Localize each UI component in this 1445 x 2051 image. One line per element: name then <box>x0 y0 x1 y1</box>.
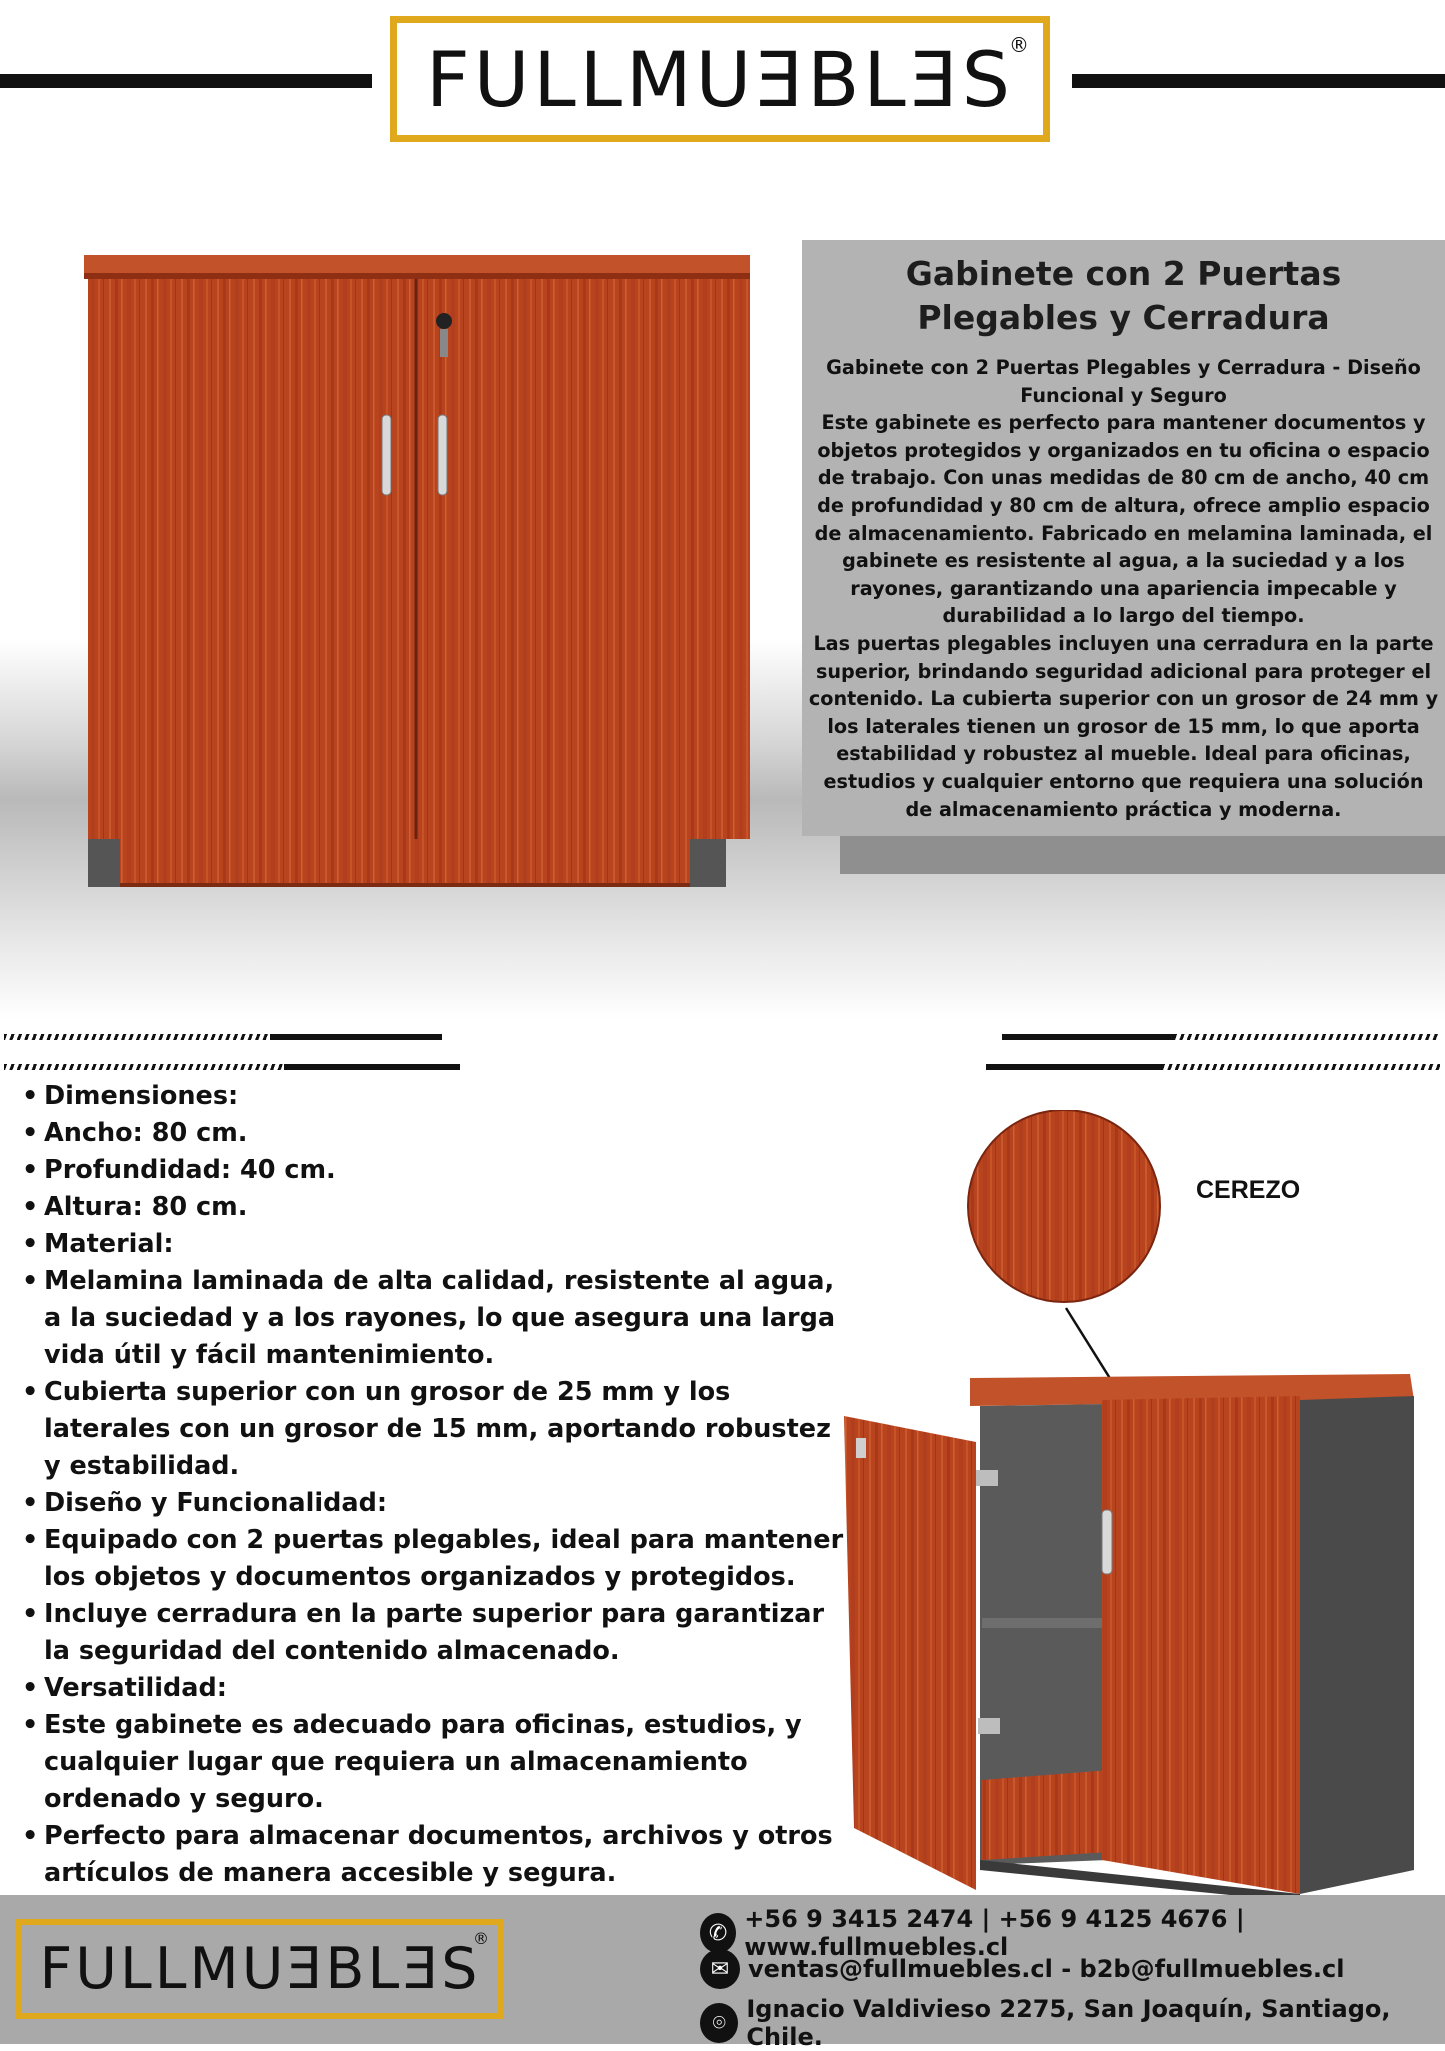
product-photo-open-cabinet <box>830 1300 1420 1900</box>
feature-item: • Diseño y Funcionalidad: <box>20 1485 850 1522</box>
location-pin-icon: ⌾ <box>700 2003 738 2043</box>
contact-address-row <box>700 1995 1445 2051</box>
registered-mark: ® <box>1009 33 1029 57</box>
mail-icon: ✉ <box>700 1949 740 1989</box>
divider-dashes-left-lower <box>4 1064 284 1070</box>
description-subtitle: Gabinete con 2 Puertas Plegables y Cerradura - Diseño Funcional y Seguro <box>826 356 1421 407</box>
divider-bar-right <box>1002 1034 1174 1040</box>
header-line-right <box>1072 74 1445 88</box>
contact-address: Ignacio Valdivieso 2275, San Joaquín, Santiago, Chile. <box>746 1995 1391 2051</box>
color-swatch-cerezo <box>962 1110 1172 1310</box>
footer-logo <box>16 1919 504 2019</box>
feature-item: • Este gabinete es adecuado para oficinas, estudios, y cualquier lugar que requiera un almacenamiento ordenado y seguro. <box>20 1707 850 1818</box>
divider-bar-right-lower <box>986 1064 1162 1070</box>
divider-bar-left-lower <box>284 1064 460 1070</box>
contact-email-row <box>700 1949 1344 1989</box>
feature-item: • Equipado con 2 puertas plegables, ideal para mantener los objetos y documentos organizados y protegidos. <box>20 1522 850 1596</box>
feature-item: • Versatilidad: <box>20 1670 850 1707</box>
divider-bar-left <box>270 1034 442 1040</box>
feature-item: • Cubierta superior con un grosor de 25 mm y los laterales con un grosor de 15 mm, aportando robustez y estabilidad. <box>20 1374 850 1485</box>
divider-dashes-right-lower <box>1162 1064 1440 1070</box>
feature-item: • Ancho: 80 cm. <box>20 1115 850 1152</box>
brand-logo <box>390 16 1050 142</box>
divider-dashes-left <box>4 1034 270 1040</box>
contact-phone[interactable]: +56 9 3415 2474 | +56 9 4125 4676 | www.fullmuebles.cl <box>744 1905 1245 1961</box>
footer <box>0 1895 1445 2051</box>
divider-dashes-right <box>1174 1034 1440 1040</box>
feature-list <box>20 1078 850 1929</box>
header-line-left <box>0 74 372 88</box>
feature-item: • Melamina laminada de alta calidad, resistente al agua, a la suciedad y a los rayones, lo que asegura una larga vida útil y fácil mantenimiento. <box>20 1263 850 1374</box>
feature-item: • Incluye cerradura en la parte superior para garantizar la seguridad del contenido almacenado. <box>20 1596 850 1670</box>
phone-icon: ✆ <box>700 1913 736 1953</box>
product-title: Gabinete con 2 Puertas Plegables y Cerradura <box>905 254 1342 337</box>
description-panel-shadow <box>840 836 1445 874</box>
description-paragraph: Este gabinete es perfecto para mantener documentos y objetos protegidos y organizados en tu oficina o espacio de trabajo. Con unas medidas de 80 cm de ancho, 40 cm de profundidad y 80 cm de altura, ofrece amplio espacio de almacenamiento. Fabricado en melamina laminada, el gabinete es resistente al agua, a la suciedad y a los rayones, garantizando una apariencia impecable y durabilidad a lo largo del tiempo. <box>814 411 1433 628</box>
feature-item: • Material: <box>20 1226 850 1263</box>
brand-name: FULLMUƎBLƎS <box>426 34 1014 124</box>
feature-item: • Profundidad: 40 cm. <box>20 1152 850 1189</box>
product-photo-closed-cabinet <box>70 255 760 895</box>
feature-item: • Altura: 80 cm. <box>20 1189 850 1226</box>
feature-item: • Dimensiones: <box>20 1078 850 1115</box>
feature-item: • Perfecto para almacenar documentos, archivos y otros artículos de manera accesible y segura. <box>20 1818 850 1892</box>
description-panel <box>802 240 1445 836</box>
description-paragraph: Las puertas plegables incluyen una cerradura en la parte superior, brindando seguridad adicional para proteger el contenido. La cubierta superior con un grosor de 24 mm y los laterales tienen un grosor de 15 mm, lo que aporta estabilidad y robustez al mueble. Ideal para oficinas, estudios y cualquier entorno que requiera una solución de almacenamiento práctica y moderna. <box>808 631 1439 821</box>
footer-registered-mark: ® <box>473 1929 492 1948</box>
contact-email[interactable]: ventas@fullmuebles.cl - b2b@fullmuebles.cl <box>748 1955 1345 1983</box>
footer-brand-name: FULLMUƎBLƎS <box>39 1936 481 2002</box>
swatch-label: CEREZO <box>1196 1176 1301 1204</box>
